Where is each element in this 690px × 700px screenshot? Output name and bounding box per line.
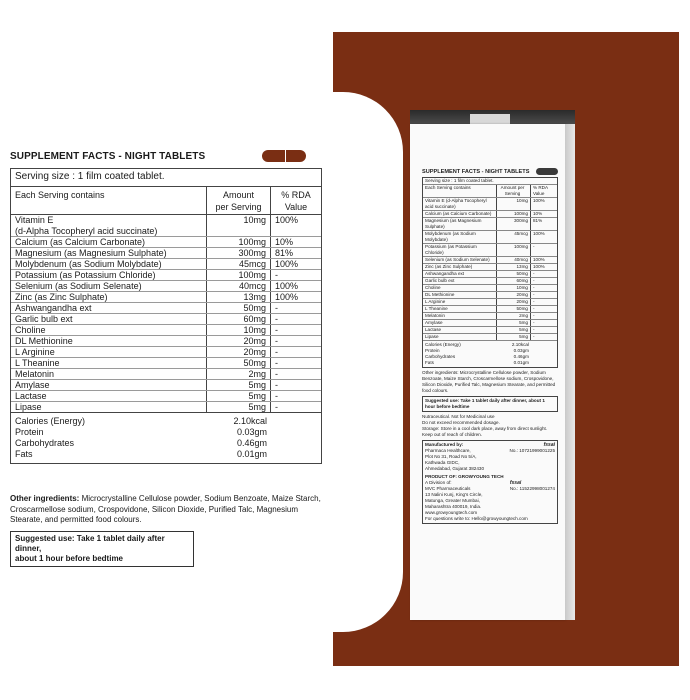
manufacturer-line: Plot No 31, Road No 5/A, xyxy=(425,454,477,459)
division-line: MVC Pharmaceuticals xyxy=(425,486,471,491)
box-nutrient-rda: - xyxy=(533,320,535,325)
energy-amount: 2.10kcal xyxy=(233,416,267,426)
fssai-logo: fssai xyxy=(543,442,555,448)
nutrient-amount: 60mg xyxy=(207,314,271,324)
division-line: www.growyoungtech.com xyxy=(425,510,478,515)
facts-title: SUPPLEMENT FACTS - NIGHT TABLETS xyxy=(10,150,206,162)
box-nutrient-rda: 100% xyxy=(533,231,545,236)
box-nutrient-name: Melatonin xyxy=(423,313,497,319)
box-table-row xyxy=(423,244,557,257)
energy-amount: 0.03gm xyxy=(236,427,267,437)
box-table-header: Each Serving contains Amount per Serving % RDA Value xyxy=(423,185,557,198)
nutrient-rda: - xyxy=(275,391,278,401)
nutrient-rda: 10% xyxy=(275,237,294,247)
box-other-ingredients: Other ingredients: Microcrystalline Cellulose powder, Sodium Benzoate, Maize Starch, Croscarmellose sodium, Crospovidone, Silicon Dioxide, Purified Talc, Magnesium Stearate, and permitted food colours. xyxy=(422,370,556,393)
box-top-label xyxy=(470,114,510,124)
nutrient-name xyxy=(11,391,207,401)
box-nutrient-amount: 300mg xyxy=(497,218,531,230)
facts-table xyxy=(10,168,322,464)
box-table-row xyxy=(423,320,557,327)
nutrient-amount: 20mg xyxy=(207,347,271,357)
box-nutrient-name: Molybdenum (as Sodium Molybdate) xyxy=(423,231,497,243)
box-nutrient-amount: 5mg xyxy=(497,320,531,326)
nutrient-amount: 100mg xyxy=(207,270,271,280)
box-nutrient-amount: 20mg xyxy=(497,299,531,305)
energy-amount: 0.01gm xyxy=(236,449,267,459)
box-table-row xyxy=(423,334,557,341)
nutrient-amount: 10mg xyxy=(207,215,271,236)
header-amount: Amount per Serving xyxy=(207,187,271,214)
box-table-row xyxy=(423,198,557,211)
nutrient-name xyxy=(11,281,207,291)
box-nutrient-amount: 2mg xyxy=(497,313,531,319)
box-suggested-use: Suggested use: Take 1 tablet daily after dinner, about 1 hour before bedtime xyxy=(422,396,558,412)
box-facts-table xyxy=(422,177,558,368)
nutrient-rda: - xyxy=(275,347,278,357)
table-row xyxy=(11,215,321,237)
nutrient-name-text: Calcium (as Calcium Carbonate) xyxy=(15,237,146,247)
table-row xyxy=(11,292,321,303)
box-nutrient-amount: 100mg xyxy=(497,211,531,217)
table-row xyxy=(11,369,321,380)
nutrient-name xyxy=(11,259,207,269)
nutrient-amount: 5mg xyxy=(207,380,271,390)
box-nutrient-rda: - xyxy=(533,278,535,283)
nutrient-name-text: Magnesium (as Magnesium Sulphate) xyxy=(15,248,167,258)
box-nutrient-name: Magnesium (as Magnesium Sulphate) xyxy=(423,218,497,230)
nutrient-amount: 45mcg xyxy=(207,259,271,269)
nutrient-name xyxy=(11,369,207,379)
nutrient-name-text: Lipase xyxy=(15,402,42,412)
table-row xyxy=(11,303,321,314)
box-nutrient-name: L Arginine xyxy=(423,299,497,305)
capsule-icon xyxy=(262,150,306,162)
manufacturer-line: Pharmaca Healthcare, xyxy=(425,448,471,453)
nutrient-amount: 2mg xyxy=(207,369,271,379)
box-nutrient-rda: - xyxy=(533,313,535,318)
nutrient-name-detail: (d-Alpha Tocopheryl acid succinate) xyxy=(15,226,158,236)
nutrient-name xyxy=(11,215,207,236)
manufacturer-line: Kathwada GIDC, xyxy=(425,460,460,465)
nutrient-rda: - xyxy=(275,314,278,324)
other-ingredients-label: Other ingredients: xyxy=(10,494,80,503)
nutrient-name xyxy=(11,347,207,357)
nutrient-name xyxy=(11,248,207,258)
box-nutrient-rda: - xyxy=(533,299,535,304)
division-line: Matunga, Greater Mumbai, xyxy=(425,498,480,503)
other-ingredients-text: Microcrystalline Cellulose powder, Sodium Benzoate, Maize Starch, Croscarmellose sodium, Crospovidone, Silicon Dioxide, Purified Talc, Magnesium Stearate, and permitted food colours. xyxy=(10,494,321,524)
product-box-side xyxy=(565,124,575,620)
box-nutrient-amount: 13mg xyxy=(497,264,531,270)
energy-names xyxy=(11,416,207,460)
nutrient-name xyxy=(11,270,207,280)
nutrient-name-text: Molybdenum (as Sodium Molybdate) xyxy=(15,259,162,269)
table-row xyxy=(11,314,321,325)
serving-size: Serving size : 1 film coated tablet. xyxy=(11,169,321,187)
nutrient-rda: - xyxy=(275,358,278,368)
energy-name: Fats xyxy=(15,449,33,459)
table-header xyxy=(11,187,321,215)
table-row xyxy=(11,336,321,347)
nutrient-name xyxy=(11,292,207,302)
nutrient-name-text: Selenium (as Sodium Selenate) xyxy=(15,281,142,291)
nutrient-amount: 40mcg xyxy=(207,281,271,291)
box-energy-amount: 2.10kcal xyxy=(511,342,529,347)
nutrient-name-text: Choline xyxy=(15,325,46,335)
box-table-row xyxy=(423,299,557,306)
nutrient-name xyxy=(11,237,207,247)
box-nutrient-amount: 60mg xyxy=(497,278,531,284)
box-storage: Storage: Store in a cool dark place, away from direct sunlight. Keep out of reach of children. xyxy=(422,426,548,437)
nutrient-name xyxy=(11,358,207,368)
nutrient-rda: - xyxy=(275,369,278,379)
suggested-use-line1: Suggested use: Take 1 tablet daily after dinner, xyxy=(15,534,165,553)
nutrient-amount: 50mg xyxy=(207,303,271,313)
box-nutrient-amount: 5mg xyxy=(497,327,531,333)
nutrient-amount: 10mg xyxy=(207,325,271,335)
background-notch xyxy=(333,92,403,632)
box-label xyxy=(422,168,558,524)
table-row xyxy=(11,358,321,369)
nutrient-name-text: Ashwangandha ext xyxy=(15,303,92,313)
box-nutrient-amount: 50mg xyxy=(497,271,531,277)
nutrient-rda: 100% xyxy=(275,281,299,291)
suggested-use-line2: about 1 hour before bedtime xyxy=(15,554,124,563)
nutrient-amount: 100mg xyxy=(207,237,271,247)
box-nutrient-name: Choline xyxy=(423,285,497,291)
facts-header xyxy=(10,148,322,164)
box-table-row xyxy=(423,264,557,271)
box-capsule-icon xyxy=(536,168,558,175)
table-row xyxy=(11,248,321,259)
nutrient-amount: 5mg xyxy=(207,391,271,401)
box-nutrient-amount: 10mg xyxy=(497,198,531,210)
suggested-use xyxy=(10,531,194,567)
box-nutrient-name: Lipase xyxy=(423,334,497,340)
nutrient-name xyxy=(11,336,207,346)
energy-name: Calories (Energy) xyxy=(15,416,86,426)
box-nutrient-rda: 100% xyxy=(533,257,545,262)
box-nutrient-amount: 20mg xyxy=(497,292,531,298)
table-row xyxy=(11,391,321,402)
box-nutrient-name: Selenium (as Sodium Selenate) xyxy=(423,257,497,263)
box-nutrient-rda: 81% xyxy=(533,218,543,223)
nutrient-name-text: Garlic bulb ext xyxy=(15,314,73,324)
box-nutrient-rda: - xyxy=(533,244,535,249)
box-energy-amount: 0.01gm xyxy=(513,360,529,365)
nutrient-amount: 300mg xyxy=(207,248,271,258)
box-nutrient-rda: 100% xyxy=(533,198,545,203)
nutrient-name-text: L Arginine xyxy=(15,347,55,357)
box-table-row xyxy=(423,278,557,285)
nutrient-amount: 13mg xyxy=(207,292,271,302)
box-nutrient-rda: 10% xyxy=(533,211,543,216)
fssai-logo-2: fssai xyxy=(509,480,522,486)
box-nutrient-rda: - xyxy=(533,292,535,297)
nutrient-rda: 100% xyxy=(275,215,299,225)
table-row xyxy=(11,402,321,413)
box-nutrient-name: Amylase xyxy=(423,320,497,326)
header-rda: % RDA Value xyxy=(281,190,311,212)
box-energy-amount: 0.03gm xyxy=(513,348,529,353)
box-product-of: PRODUCT OF: GROWYOUNG TECH xyxy=(425,474,504,479)
box-nutrient-name: Garlic bulb ext xyxy=(423,278,497,284)
box-nutrient-name: Vitamin E (d-Alpha Tocopheryl acid succinate) xyxy=(423,198,497,210)
nutrient-rda: - xyxy=(275,380,278,390)
nutrient-name-text: DL Methionine xyxy=(15,336,73,346)
box-nutrient-rda: - xyxy=(533,306,535,311)
box-energy-name: Protein xyxy=(425,348,440,353)
box-dosage: Do not exceed recommended dosage. xyxy=(422,420,500,425)
nutrient-name-text: Amylase xyxy=(15,380,50,390)
nutrient-name xyxy=(11,325,207,335)
energy-amounts xyxy=(207,416,271,460)
nutrient-rda: - xyxy=(275,270,278,280)
box-nutrient-rda: - xyxy=(533,271,535,276)
nutrient-rda: 100% xyxy=(275,259,299,269)
box-nutrient-amount: 40mcg xyxy=(497,257,531,263)
nutrient-amount: 5mg xyxy=(207,402,271,412)
box-table-row xyxy=(423,231,557,244)
nutrient-name xyxy=(11,314,207,324)
box-nutrient-amount: 100mg xyxy=(497,244,531,256)
nutrient-name-text: Melatonin xyxy=(15,369,55,379)
box-label-header xyxy=(422,168,558,175)
box-nutrient-name: DL Methionine xyxy=(423,292,497,298)
manufacturer-line: Ahmedabad, Gujarat 382430 xyxy=(425,466,484,471)
box-table-row xyxy=(423,292,557,299)
header-each-serving: Each Serving contains xyxy=(11,187,207,214)
box-nutrient-rda: - xyxy=(533,327,535,332)
supplement-facts-panel xyxy=(10,148,322,464)
box-nutraceutical: Nutraceutical. Not for Medicinal use xyxy=(422,414,495,419)
nutrient-rda: 100% xyxy=(275,292,299,302)
table-row xyxy=(11,325,321,336)
division-line: 13 Nalini Kunj, King's Circle, xyxy=(425,492,483,497)
nutrient-name xyxy=(11,380,207,390)
box-label-title: SUPPLEMENT FACTS - NIGHT TABLETS xyxy=(422,168,530,175)
box-contact: For questions write to: Hello@growyoungtech.com xyxy=(425,516,528,521)
nutrient-rda: - xyxy=(275,336,278,346)
fssai-license-1: No.: 10721999001225 xyxy=(509,448,555,453)
box-table-row xyxy=(423,306,557,313)
table-row xyxy=(11,281,321,292)
box-table-row xyxy=(423,257,557,264)
box-energy-name: Calories (Energy) xyxy=(425,342,461,347)
table-row xyxy=(11,259,321,270)
box-table-row xyxy=(423,211,557,218)
nutrient-amount: 50mg xyxy=(207,358,271,368)
table-row xyxy=(11,237,321,248)
box-table-row xyxy=(423,271,557,278)
box-energy-name: Fats xyxy=(425,360,434,365)
nutrient-name xyxy=(11,402,207,412)
energy-name: Carbohydrates xyxy=(15,438,75,448)
box-energy-amount: 0.46gm xyxy=(513,354,529,359)
table-row xyxy=(11,347,321,358)
box-energy-row xyxy=(423,360,557,366)
nutrient-rda: - xyxy=(275,402,278,412)
box-table-row xyxy=(423,313,557,320)
nutrient-name-text: Lactase xyxy=(15,391,47,401)
box-nutrient-name: Calcium (as Calcium Carbonate) xyxy=(423,211,497,217)
box-nutrient-name: Zinc (as Zinc Sulphate) xyxy=(423,264,497,270)
box-manufacturer: Manufactured by: fssai Pharmaca Healthcare, Plot No 31, Road No 5/A, Kathwada GIDC, Ahmedabad, Gujarat 382430 No.: 10721999001225 PRODUCT OF: GROWYOUNG TECH A Division of: MVC Pharmaceuticals 13 Nalini Kunj, King's Circle, Matunga, Greater Mumbai, Maharashtra 400019, India. www.growyoungtech.com fssai No.: 11522998001274 For questions write to: Hello@growyoungtech.com xyxy=(422,440,558,524)
energy-amount: 0.46gm xyxy=(236,438,267,448)
nutrient-name xyxy=(11,303,207,313)
table-row xyxy=(11,380,321,391)
box-serving: Serving size : 1 film coated tablet. xyxy=(423,178,557,185)
nutrient-name-text: Zinc (as Zinc Sulphate) xyxy=(15,292,108,302)
box-nutrient-name: Lactase xyxy=(423,327,497,333)
nutrient-rda: - xyxy=(275,325,278,335)
box-nutrient-rda: - xyxy=(533,334,535,339)
energy-block xyxy=(11,413,321,463)
nutrient-name-text: L Theanine xyxy=(15,358,60,368)
box-table-row xyxy=(423,327,557,334)
box-nutrient-rda: 100% xyxy=(533,264,545,269)
box-nutrient-amount: 45mcg xyxy=(497,231,531,243)
nutrient-name-text: Potassium (as Potassium Chloride) xyxy=(15,270,156,280)
box-table-row xyxy=(423,285,557,292)
table-row xyxy=(11,270,321,281)
nutrient-amount: 20mg xyxy=(207,336,271,346)
division-line: Maharashtra 400019, India. xyxy=(425,504,482,509)
nutrient-rda: 81% xyxy=(275,248,294,258)
box-nutrient-rda: - xyxy=(533,285,535,290)
other-ingredients xyxy=(10,494,322,526)
box-energy-name: Carbohydrates xyxy=(425,354,456,359)
box-nutrient-amount: 50mg xyxy=(497,306,531,312)
box-nutrient-amount: 5mg xyxy=(497,334,531,340)
energy-name: Protein xyxy=(15,427,44,437)
box-nutrient-name: Potassium (as Potassium Chloride) xyxy=(423,244,497,256)
box-nutrient-name: L Theanine xyxy=(423,306,497,312)
box-nutrient-name: Ashwangandha ext xyxy=(423,271,497,277)
fssai-license-2: No.: 11522998001274 xyxy=(509,486,555,491)
nutrient-name-text: Vitamin E xyxy=(15,215,54,225)
box-nutrient-amount: 10mg xyxy=(497,285,531,291)
nutrient-rda: - xyxy=(275,303,278,313)
box-table-row xyxy=(423,218,557,231)
